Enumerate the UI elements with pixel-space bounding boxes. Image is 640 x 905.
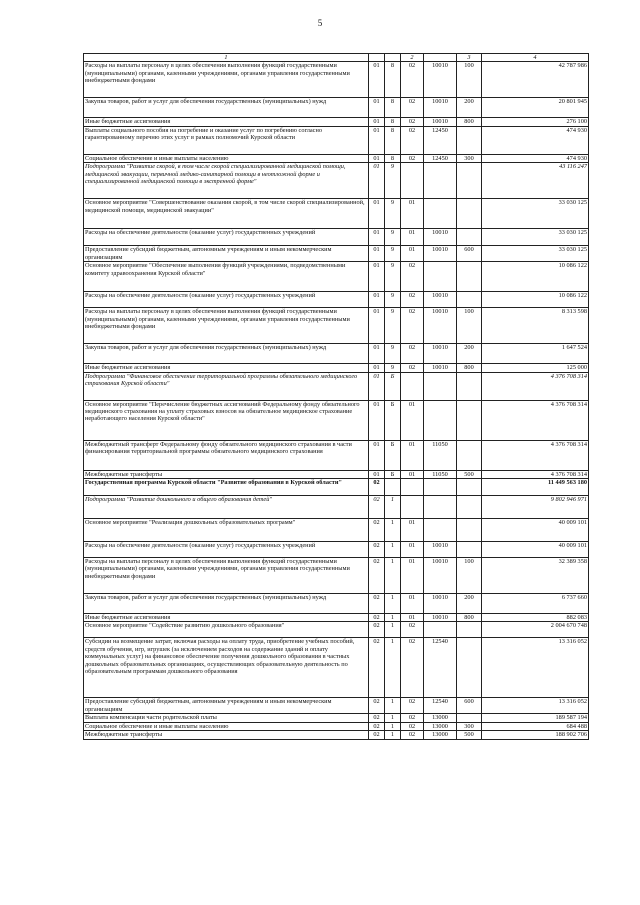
code-direction-cell [424,496,457,519]
amount-cell: 189 587 194 [482,714,589,722]
code-expense-type-cell [457,440,482,470]
code-subprogram-cell: 1 [385,614,401,622]
code-measure-cell: 01 [401,470,424,478]
code-expense-type-cell: 300 [457,154,482,162]
table-row [84,372,589,400]
row-name-cell: Предоставление субсидий бюджетным, автономным учреждениям и иным некоммерческим организациям [84,246,369,262]
amount-cell: 882 083 [482,614,589,622]
code-measure-cell: 02 [401,698,424,714]
code-program-cell: 01 [369,126,385,154]
row-name-cell: Межбюджетные трансферты [84,470,369,478]
code-expense-type-cell: 100 [457,558,482,594]
row-name-cell: Социальное обеспечение и иные выплаты населению [84,154,369,162]
code-expense-type-cell [457,622,482,638]
code-subprogram-cell: 1 [385,542,401,558]
code-direction-cell: 12450 [424,154,457,162]
amount-cell: 4 376 708 314 [482,372,589,400]
code-direction-cell: 13000 [424,722,457,730]
row-name-cell: Расходы на выплаты персоналу в целях обеспечения выполнения функций государственными (муниципальными) органами, казенными учреждениями, органами управления государственными внебюджетными фондами [84,308,369,344]
amount-cell: 33 030 125 [482,229,589,246]
code-subprogram-cell: Б [385,400,401,440]
row-name-cell: Основное мероприятие "Содействие развитию дошкольного образования" [84,622,369,638]
table-row [84,614,589,622]
code-expense-type-cell [457,126,482,154]
code-measure-cell [401,496,424,519]
amount-cell: 42 787 986 [482,62,589,98]
code-direction-cell [424,372,457,400]
code-expense-type-cell: 800 [457,118,482,126]
code-measure-cell: 01 [401,542,424,558]
code-expense-type-cell: 100 [457,62,482,98]
row-name-cell: Основное мероприятие "Перечисление бюджетных ассигнований Федеральному фонду обязательного медицинского страхования на уплату страховых взносов на обязательное медицинское страхование неработающего населения Курской области" [84,400,369,440]
code-direction-cell [424,400,457,440]
table-row [84,246,589,262]
code-subprogram-cell: 9 [385,163,401,199]
code-expense-type-cell [457,292,482,308]
code-program-cell: 01 [369,154,385,162]
code-measure-cell [401,479,424,496]
amount-cell: 13 316 052 [482,698,589,714]
code-expense-type-cell: 800 [457,364,482,372]
code-program-cell: 01 [369,229,385,246]
amount-cell: 32 389 358 [482,558,589,594]
code-direction-cell: 10010 [424,364,457,372]
table-header-row [84,54,589,62]
page-number: 5 [317,18,323,28]
code-subprogram-cell: 9 [385,262,401,292]
amount-cell: 40 009 101 [482,519,589,542]
table-row [84,440,589,470]
code-expense-type-cell: 500 [457,731,482,739]
table-row [84,229,589,246]
row-name-cell: Предоставление субсидий бюджетным, автономным учреждениям и иным некоммерческим организациям [84,698,369,714]
amount-cell: 276 100 [482,118,589,126]
code-subprogram-cell: 1 [385,731,401,739]
code-subprogram-cell: 1 [385,722,401,730]
table-row [84,594,589,614]
code-subprogram-cell: 1 [385,558,401,594]
code-program-cell: 01 [369,470,385,478]
row-name-cell: Иные бюджетные ассигнования [84,118,369,126]
amount-cell: 4 376 708 314 [482,470,589,478]
code-program-cell: 01 [369,364,385,372]
row-name-cell: Выплата компенсации части родительской платы [84,714,369,722]
code-subprogram-cell: 9 [385,199,401,229]
table-row [84,344,589,364]
code-direction-cell: 10010 [424,558,457,594]
row-name-cell: Иные бюджетные ассигнования [84,364,369,372]
code-subprogram-cell: 8 [385,62,401,98]
code-subprogram-cell: 9 [385,229,401,246]
code-direction-cell: 10010 [424,118,457,126]
code-expense-type-cell [457,542,482,558]
row-name-cell: Основное мероприятие "Совершенствование оказания скорой, в том числе скорой специализированной, медицинской помощи, медицинской эвакуации" [84,199,369,229]
code-subprogram-cell: 1 [385,594,401,614]
row-name-cell: Расходы на выплаты персоналу в целях обеспечения выполнения функций государственными (муниципальными) органами, казенными учреждениями, органами управления государственными внебюджетными фондами [84,62,369,98]
code-program-cell: 01 [369,62,385,98]
code-measure-cell: 02 [401,722,424,730]
row-name-cell: Выплаты социального пособия на погребение и оказание услуг по погребению согласно гарантированному перечню этих услуг в рамках полномочий Курской области [84,126,369,154]
code-subprogram-cell: 1 [385,698,401,714]
code-direction-cell: 13000 [424,731,457,739]
table-row [84,519,589,542]
code-expense-type-cell: 200 [457,344,482,364]
amount-cell: 6 737 660 [482,594,589,614]
code-subprogram-cell: 9 [385,292,401,308]
table-row [84,163,589,199]
code-expense-type-cell: 600 [457,698,482,714]
header-col-2d [424,54,457,62]
table-row [84,199,589,229]
code-direction-cell: 10010 [424,292,457,308]
table-row [84,364,589,372]
code-program-cell: 02 [369,496,385,519]
code-direction-cell: 13000 [424,714,457,722]
code-measure-cell: 02 [401,98,424,118]
row-name-cell: Межбюджетные трансферты [84,731,369,739]
table-row [84,479,589,496]
row-name-cell: Иные бюджетные ассигнования [84,614,369,622]
row-name-cell: Закупка товаров, работ и услуг для обеспечения государственных (муниципальных) нужд [84,98,369,118]
amount-cell: 684 488 [482,722,589,730]
code-program-cell: 02 [369,519,385,542]
code-measure-cell [401,372,424,400]
header-col-1: 1 [84,54,369,62]
amount-cell: 10 086 122 [482,262,589,292]
code-program-cell: 01 [369,344,385,364]
code-subprogram-cell: Б [385,440,401,470]
code-expense-type-cell: 600 [457,246,482,262]
table-row [84,722,589,730]
budget-table-body [84,54,589,740]
code-expense-type-cell [457,714,482,722]
code-measure-cell: 01 [401,229,424,246]
code-direction-cell [424,163,457,199]
table-row [84,496,589,519]
code-program-cell: 01 [369,199,385,229]
code-direction-cell: 10010 [424,98,457,118]
code-subprogram-cell: 9 [385,344,401,364]
code-direction-cell: 11050 [424,440,457,470]
amount-cell: 9 802 946 971 [482,496,589,519]
code-expense-type-cell: 500 [457,470,482,478]
code-measure-cell: 02 [401,118,424,126]
row-name-cell: Подпрограмма "Финансовое обеспечение территориальной программы обязательного медицинского страхования Курской области" [84,372,369,400]
code-subprogram-cell: 8 [385,154,401,162]
table-row [84,731,589,739]
code-expense-type-cell: 800 [457,614,482,622]
row-name-cell: Расходы на выплаты персоналу в целях обеспечения выполнения функций государственными (муниципальными) органами, казенными учреждениями, органами управления государственными внебюджетными фондами [84,558,369,594]
amount-cell: 188 902 706 [482,731,589,739]
amount-cell: 40 009 101 [482,542,589,558]
code-measure-cell: 02 [401,364,424,372]
code-measure-cell: 01 [401,440,424,470]
row-name-cell: Основное мероприятие "Реализация дошкольных образовательных программ" [84,519,369,542]
table-row [84,308,589,344]
table-row [84,542,589,558]
code-expense-type-cell [457,163,482,199]
code-direction-cell: 10010 [424,594,457,614]
code-program-cell: 01 [369,163,385,199]
code-program-cell: 01 [369,400,385,440]
code-direction-cell: 12540 [424,698,457,714]
row-name-cell: Расходы на обеспечение деятельности (оказание услуг) государственных учреждений [84,229,369,246]
row-name-cell: Основное мероприятие "Обеспечение выполнения функций учреждениями, подведомственными комитету здравоохранения Курской области" [84,262,369,292]
row-name-cell: Межбюджетный трансферт Федеральному фонду обязательного медицинского страхования в части финансирования территориальной программы обязательного медицинского страхования [84,440,369,470]
code-subprogram-cell [385,479,401,496]
row-name-cell: Закупка товаров, работ и услуг для обеспечения государственных (муниципальных) нужд [84,344,369,364]
code-subprogram-cell: 9 [385,364,401,372]
code-direction-cell: 11050 [424,470,457,478]
header-col-2: 2 [401,54,424,62]
code-expense-type-cell [457,638,482,698]
code-program-cell: 01 [369,292,385,308]
code-subprogram-cell: 8 [385,118,401,126]
code-direction-cell [424,262,457,292]
code-direction-cell: 10010 [424,308,457,344]
code-subprogram-cell: 8 [385,98,401,118]
code-measure-cell: 01 [401,594,424,614]
header-col-2a [369,54,385,62]
code-measure-cell: 01 [401,614,424,622]
code-expense-type-cell [457,199,482,229]
code-program-cell: 02 [369,731,385,739]
table-row [84,638,589,698]
row-name-cell: Социальное обеспечение и иные выплаты населению [84,722,369,730]
code-measure-cell: 01 [401,519,424,542]
code-program-cell: 02 [369,479,385,496]
row-name-cell: Закупка товаров, работ и услуг для обеспечения государственных (муниципальных) нужд [84,594,369,614]
code-program-cell: 02 [369,638,385,698]
table-row [84,622,589,638]
amount-cell: 33 030 125 [482,246,589,262]
code-subprogram-cell: 1 [385,714,401,722]
code-program-cell: 02 [369,558,385,594]
code-program-cell: 01 [369,372,385,400]
code-direction-cell [424,519,457,542]
code-measure-cell: 01 [401,246,424,262]
code-expense-type-cell [457,519,482,542]
row-name-cell: Подпрограмма "Развитие дошкольного и общего образования детей" [84,496,369,519]
code-measure-cell [401,163,424,199]
code-measure-cell: 02 [401,126,424,154]
amount-cell: 11 449 563 180 [482,479,589,496]
row-name-cell: Подпрограмма "Развитие скорой, в том числе скорой специализированной медицинской помощи, медицинской эвакуации, первичной медико-санитарной помощи в неотложной форме и специализированной медицинской помощи в экстренной форме" [84,163,369,199]
code-direction-cell [424,199,457,229]
code-program-cell: 02 [369,622,385,638]
code-program-cell: 01 [369,246,385,262]
code-measure-cell: 02 [401,154,424,162]
code-program-cell: 02 [369,722,385,730]
code-measure-cell: 01 [401,558,424,594]
row-name-cell: Субсидии на возмещение затрат, включая расходы на оплату труда, приобретение учебных пособий, средств обучения, игр, игрушек (за исключением расходов на содержание зданий и оплату коммунальных услуг) на финансовое обеспечение получения дошкольного образования в частных дошкольных образовательных организациях, осуществляющих образовательную деятельность по образовательным программам дошкольного образования [84,638,369,698]
code-expense-type-cell [457,496,482,519]
amount-cell: 1 647 524 [482,344,589,364]
code-program-cell: 01 [369,118,385,126]
code-measure-cell: 02 [401,262,424,292]
header-col-2b [385,54,401,62]
code-expense-type-cell: 100 [457,308,482,344]
code-program-cell: 01 [369,98,385,118]
amount-cell: 20 801 945 [482,98,589,118]
table-row [84,118,589,126]
budget-table [83,53,589,740]
code-subprogram-cell: 1 [385,638,401,698]
row-name-cell: Расходы на обеспечение деятельности (оказание услуг) государственных учреждений [84,542,369,558]
code-measure-cell: 01 [401,400,424,440]
table-row [84,154,589,162]
code-program-cell: 02 [369,614,385,622]
row-name-cell: Государственная программа Курской области "Развитие образования в Курской области" [84,479,369,496]
code-expense-type-cell [457,400,482,440]
code-direction-cell: 12540 [424,638,457,698]
code-measure-cell: 02 [401,622,424,638]
code-measure-cell: 02 [401,714,424,722]
code-program-cell: 02 [369,542,385,558]
code-program-cell: 01 [369,308,385,344]
code-subprogram-cell: Б [385,372,401,400]
amount-cell: 10 086 122 [482,292,589,308]
code-direction-cell: 10010 [424,62,457,98]
table-row [84,62,589,98]
amount-cell: 33 030 125 [482,199,589,229]
table-row [84,262,589,292]
code-measure-cell: 02 [401,731,424,739]
code-program-cell: 02 [369,698,385,714]
amount-cell: 4 376 708 314 [482,440,589,470]
code-program-cell: 01 [369,440,385,470]
code-direction-cell: 10010 [424,229,457,246]
code-direction-cell: 10010 [424,542,457,558]
amount-cell: 125 000 [482,364,589,372]
code-direction-cell: 10010 [424,246,457,262]
header-col-4: 4 [482,54,589,62]
amount-cell: 4 376 708 314 [482,400,589,440]
code-expense-type-cell [457,372,482,400]
code-measure-cell: 02 [401,344,424,364]
table-row [84,292,589,308]
table-row [84,470,589,478]
code-program-cell: 02 [369,594,385,614]
code-expense-type-cell: 300 [457,722,482,730]
code-subprogram-cell: 9 [385,308,401,344]
code-measure-cell: 01 [401,199,424,229]
code-subprogram-cell: Б [385,470,401,478]
code-expense-type-cell: 200 [457,594,482,614]
amount-cell: 474 930 [482,154,589,162]
table-row [84,714,589,722]
amount-cell: 8 313 598 [482,308,589,344]
code-measure-cell: 02 [401,292,424,308]
header-col-3: 3 [457,54,482,62]
code-expense-type-cell: 200 [457,98,482,118]
code-subprogram-cell: 1 [385,622,401,638]
code-expense-type-cell [457,479,482,496]
code-subprogram-cell: 9 [385,246,401,262]
amount-cell: 13 316 052 [482,638,589,698]
code-measure-cell: 02 [401,308,424,344]
table-row [84,558,589,594]
code-direction-cell: 10010 [424,614,457,622]
table-row [84,698,589,714]
code-direction-cell [424,622,457,638]
amount-cell: 474 930 [482,126,589,154]
code-program-cell: 01 [369,262,385,292]
code-subprogram-cell: 1 [385,496,401,519]
amount-cell: 2 004 670 748 [482,622,589,638]
code-measure-cell: 02 [401,62,424,98]
code-expense-type-cell [457,262,482,292]
row-name-cell: Расходы на обеспечение деятельности (оказание услуг) государственных учреждений [84,292,369,308]
code-direction-cell: 10010 [424,344,457,364]
code-direction-cell: 12450 [424,126,457,154]
amount-cell: 43 116 247 [482,163,589,199]
code-program-cell: 02 [369,714,385,722]
code-subprogram-cell: 8 [385,126,401,154]
code-subprogram-cell: 1 [385,519,401,542]
code-direction-cell [424,479,457,496]
table-row [84,400,589,440]
code-measure-cell: 02 [401,638,424,698]
code-expense-type-cell [457,229,482,246]
table-row [84,98,589,118]
table-row [84,126,589,154]
